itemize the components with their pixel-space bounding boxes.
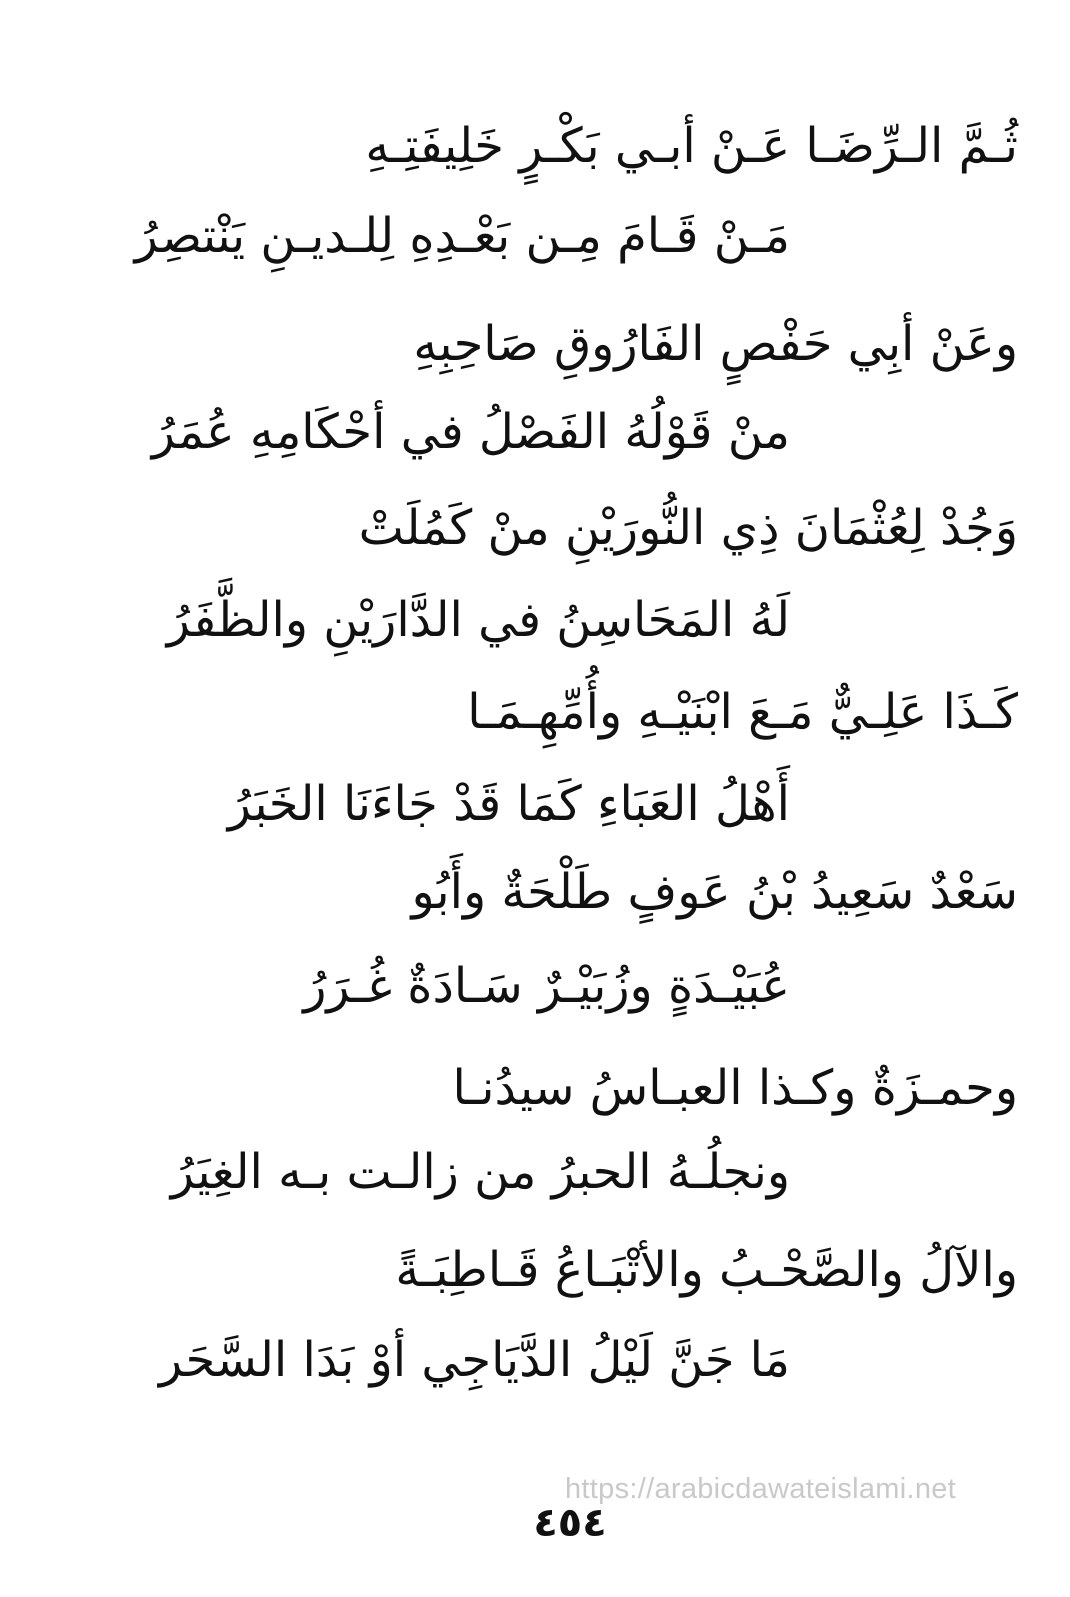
- verse-1-first-hemistich: ثُـمَّ الـرِّضَـا عَـنْ أبـي بَكْـرٍ خَلِيفَتِـهِ: [365, 118, 1018, 174]
- verse-4-second-hemistich: أَهْلُ العَبَاءِ كَمَا قَدْ جَاءَنَا الخَبَرُ: [227, 776, 790, 832]
- verse-1-second-hemistich: مَـنْ قَـامَ مِـن بَعْـدِهِ لِلـديـنِ يَنْتصِرُ: [134, 208, 790, 264]
- verse-5-first-hemistich: سَعْدٌ سَعِيدُ بْنُ عَوفٍ طَلْحَةٌ وأَبُو: [411, 864, 1018, 920]
- watermark-url: https://arabicdawateislami.net: [565, 1473, 957, 1505]
- verse-7-second-hemistich: مَا جَنَّ لَيْلُ الدَّيَاجِي أوْ بَدَا السَّحَر: [158, 1332, 790, 1388]
- verse-7-first-hemistich: والآلُ والصَّحْـبُ والأتْبَـاعُ قَـاطِبَـةً: [395, 1242, 1018, 1298]
- page-number: ٤٥٤: [533, 1500, 607, 1546]
- verse-3-second-hemistich: لَهُ المَحَاسِنُ في الدَّارَيْنِ والظَّفَرُ: [166, 592, 790, 648]
- verse-4-first-hemistich: كَـذَا عَلِـيٌّ مَـعَ ابْنَيْـهِ وأُمِّهِـمَـا: [467, 684, 1018, 740]
- verse-3-first-hemistich: وَجُدْ لِعُثْمَانَ ذِي النُّورَيْنِ منْ كَمُلَتْ: [358, 500, 1018, 556]
- verse-6-first-hemistich: وحمـزَةٌ وكـذا العبـاسُ سيدُنـا: [452, 1060, 1018, 1116]
- verse-2-first-hemistich: وعَنْ أبِي حَفْصٍ الفَارُوقِ صَاحِبِهِ: [413, 316, 1018, 372]
- verse-5-second-hemistich: عُبَيْـدَةٍ وزُبَيْـرٌ سَـادَةٌ غُـرَرُ: [303, 958, 790, 1014]
- verse-2-second-hemistich: منْ قَوْلُهُ الفَصْلُ في أحْكَامِهِ عُمَرُ: [151, 404, 790, 460]
- verse-6-second-hemistich: ونجلُـهُ الحبرُ من زالـت بـه الغِيَرُ: [170, 1144, 790, 1200]
